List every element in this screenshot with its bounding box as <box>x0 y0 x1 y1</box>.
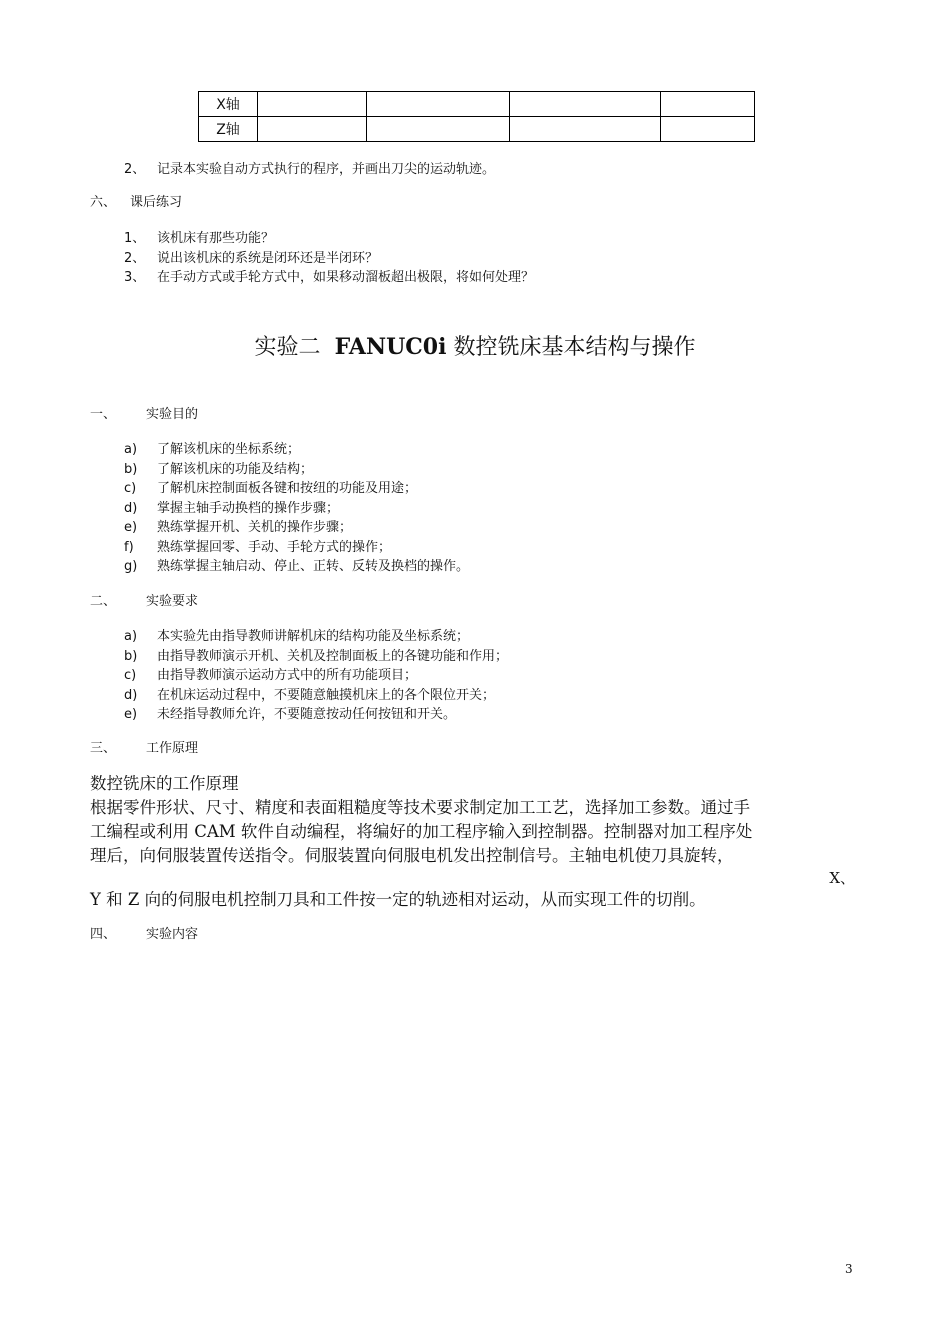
list-item <box>124 479 469 499</box>
list-text: 掌握主轴手动换档的操作步骤； <box>157 500 340 516</box>
list-text: 记录本实验自动方式执行的程序，并画出刀尖的运动轨迹。 <box>157 162 496 177</box>
list-marker: 3、 <box>124 270 146 285</box>
list-item <box>124 705 508 725</box>
paragraph-line: 工编程或利用 CAM 软件自动编程，将编好的加工程序输入到控制器。控制器对加工程序处 <box>90 822 753 841</box>
list-item <box>124 686 508 706</box>
list-text: 由指导教师演示开机、关机及控制面板上的各键功能和作用； <box>157 648 509 664</box>
objective-list <box>124 440 469 577</box>
list-item <box>124 460 469 480</box>
experiment-title <box>0 330 950 361</box>
list-marker: d) <box>124 500 138 516</box>
list-marker: b) <box>124 648 138 664</box>
section-marker: 三、 <box>90 741 117 756</box>
list-item <box>124 557 469 577</box>
row-label-z: Z轴 <box>199 117 258 142</box>
table-row <box>199 117 755 142</box>
principle-paragraph <box>90 772 855 912</box>
list-text: 熟练掌握开机、关机的操作步骤； <box>157 520 353 535</box>
title-prefix: 实验二 <box>254 335 321 360</box>
section-heading-4 <box>90 923 198 942</box>
table-cell <box>661 92 755 117</box>
list-marker: b) <box>124 461 138 477</box>
list-text: 由指导教师演示运动方式中的所有功能项目； <box>157 668 418 683</box>
section-title: 实验要求 <box>146 594 199 609</box>
list-text: 了解机床控制面板各键和按纽的功能及用途； <box>157 481 418 496</box>
list-item <box>124 440 469 460</box>
paragraph-line: X、 <box>829 869 855 887</box>
table-cell <box>258 92 367 117</box>
paragraph-line: 理后，向伺服装置传送指令。伺服装置向伺服电机发出控制信号。主轴电机使刀具旋转， <box>90 846 734 865</box>
list-item <box>124 268 534 288</box>
section-heading-1 <box>90 403 198 422</box>
table-row <box>199 92 755 117</box>
list-marker: c) <box>124 481 137 496</box>
list-item <box>124 160 495 180</box>
list-item <box>124 538 469 558</box>
list-item <box>124 627 508 647</box>
list-item <box>124 249 534 269</box>
section-title: 实验目的 <box>146 407 199 422</box>
section-title: 实验内容 <box>146 927 199 942</box>
table-cell <box>510 92 661 117</box>
list-text: 说出该机床的系统是闭环还是半闭环？ <box>157 250 379 266</box>
table-cell <box>367 92 510 117</box>
list-marker: e) <box>124 520 138 535</box>
list-marker: g) <box>124 559 138 574</box>
title-suffix: 数控铣床基本结构与操作 <box>453 335 696 360</box>
list-marker: a) <box>124 442 138 457</box>
list-marker: a) <box>124 629 138 644</box>
exercise-list <box>124 229 534 288</box>
list-item <box>124 518 469 538</box>
list-text: 未经指导教师允许，不要随意按动任何按钮和开关。 <box>157 707 457 722</box>
section-title: 课后练习 <box>130 195 183 210</box>
list-text: 了解该机床的坐标系统； <box>157 442 301 457</box>
table-cell <box>367 117 510 142</box>
section-heading-2 <box>90 590 198 609</box>
list-marker: f) <box>124 539 134 555</box>
page-number: 3 <box>845 1262 853 1276</box>
list-item <box>124 666 508 686</box>
axis-table <box>198 91 755 142</box>
list-text: 在手动方式或手轮方式中，如果移动溜板超出极限，将如何处理？ <box>157 270 535 285</box>
table-cell <box>510 117 661 142</box>
principle-heading: 数控铣床的工作原理 <box>90 774 239 793</box>
list-item <box>124 647 508 667</box>
list-text: 该机床有那些功能？ <box>157 231 275 246</box>
section-marker: 二、 <box>90 594 117 609</box>
section-marker: 四、 <box>90 927 117 942</box>
requirement-list <box>124 627 508 725</box>
list-text: 熟练掌握回零、手动、手轮方式的操作； <box>157 539 392 555</box>
section-title: 工作原理 <box>146 741 199 756</box>
paragraph-line: 根据零件形状、尺寸、精度和表面粗糙度等技术要求制定加工工艺，选择加工参数。通过手 <box>90 798 750 817</box>
list-text: 在机床运动过程中，不要随意触摸机床上的各个限位开关； <box>157 687 496 703</box>
section-heading-6 <box>90 191 182 210</box>
section-marker: 一、 <box>90 407 117 422</box>
section-heading-3 <box>90 737 198 756</box>
list-marker: c) <box>124 668 137 683</box>
list-marker: e) <box>124 707 138 722</box>
list-marker: 2、 <box>124 162 146 177</box>
section-marker: 六、 <box>90 195 117 210</box>
paragraph-line: Y 和 Z 向的伺服电机控制刀具和工件按一定的轨迹相对运动，从而实现工件的切削。 <box>90 890 706 909</box>
list-marker: d) <box>124 687 138 703</box>
list-item <box>124 229 534 249</box>
row-label-x: X轴 <box>199 92 258 117</box>
list-marker: 2、 <box>124 250 146 266</box>
list-text: 了解该机床的功能及结构； <box>157 461 314 477</box>
task-list <box>124 160 495 180</box>
list-item <box>124 499 469 519</box>
title-bold: FANUC0i <box>334 334 447 360</box>
list-text: 本实验先由指导教师讲解机床的结构功能及坐标系统； <box>157 629 470 644</box>
list-marker: 1、 <box>124 231 146 246</box>
table-cell <box>258 117 367 142</box>
list-text: 熟练掌握主轴启动、停止、正转、反转及换档的操作。 <box>157 559 470 574</box>
table-cell <box>661 117 755 142</box>
